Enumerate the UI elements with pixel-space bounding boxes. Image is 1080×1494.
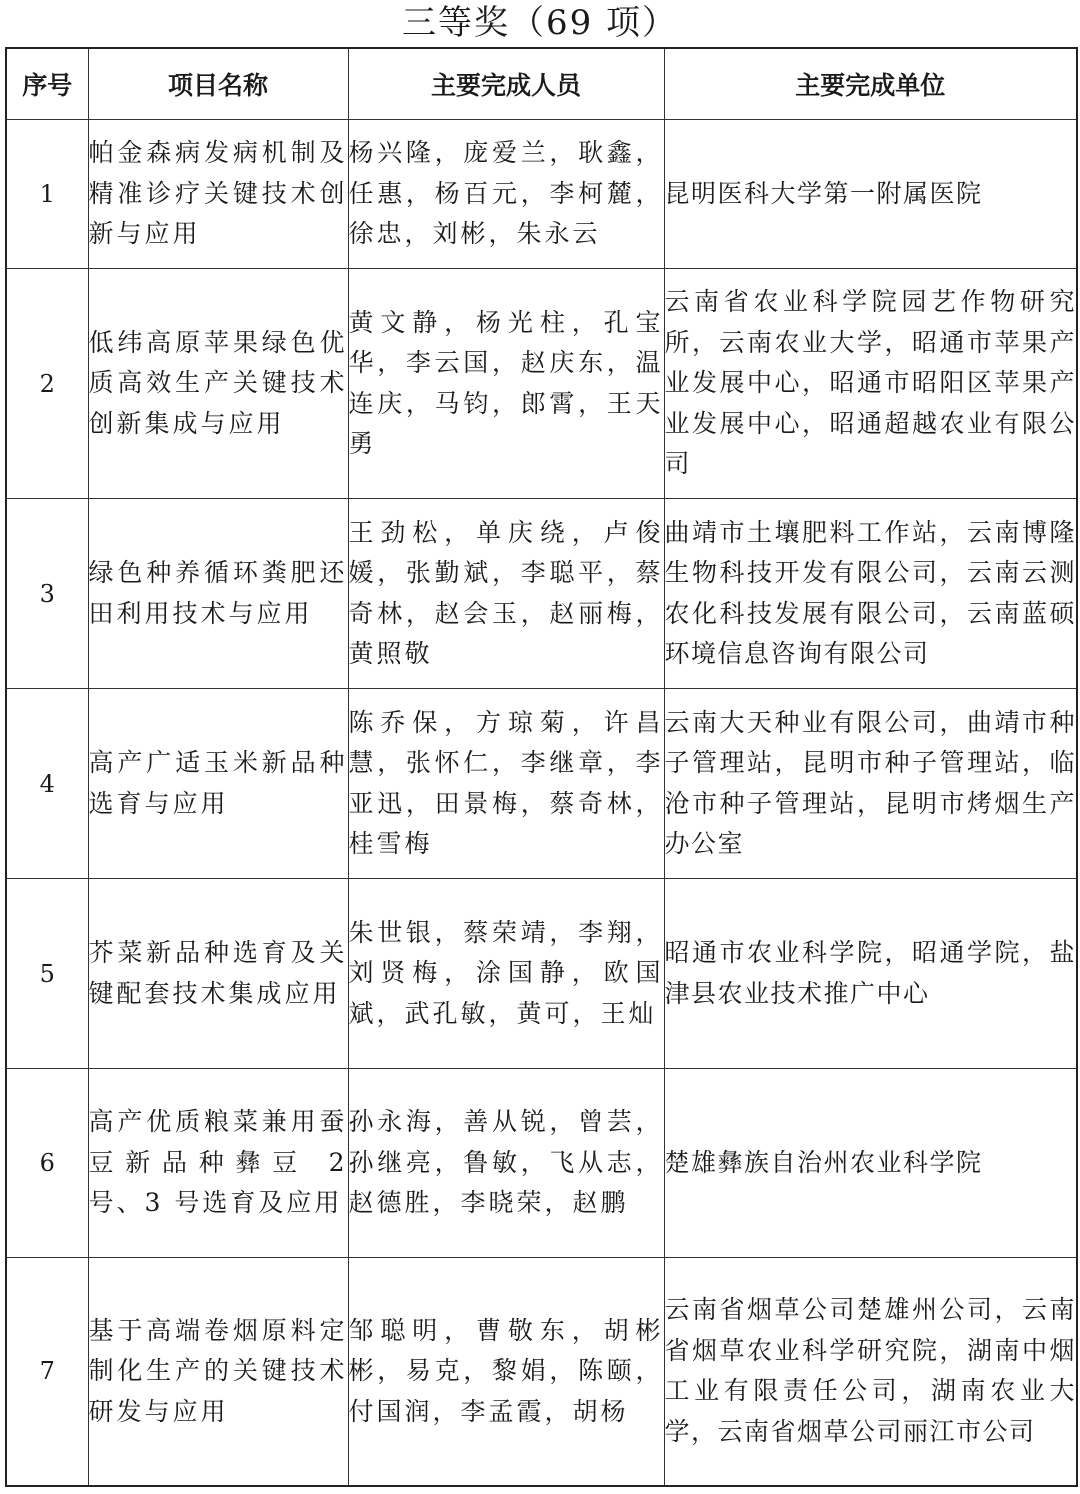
main-people: 王劲松，单庆绕，卢俊媛，张勤斌，李聪平，蔡奇林，赵会玉，赵丽梅，黄照敬 xyxy=(348,499,664,689)
main-people: 孙永海，善从锐，曾芸，孙继亮，鲁敏，飞从志，赵德胜，李晓荣，赵鹏 xyxy=(348,1069,664,1258)
row-no: 5 xyxy=(6,879,88,1069)
row-no: 4 xyxy=(6,689,88,879)
table-row xyxy=(6,1258,1077,1486)
project-name: 高产广适玉米新品种选育与应用 xyxy=(88,689,348,879)
main-unit: 云南大天种业有限公司，曲靖市种子管理站，昆明市种子管理站，临沧市种子管理站，昆明市烤烟生产办公室 xyxy=(664,689,1077,879)
project-name: 帕金森病发病机制及精准诊疗关键技术创新与应用 xyxy=(88,120,348,269)
main-unit: 曲靖市土壤肥料工作站，云南博隆生物科技开发有限公司，云南云测农化科技发展有限公司，云南蓝硕环境信息咨询有限公司 xyxy=(664,499,1077,689)
row-no: 7 xyxy=(6,1258,88,1486)
row-no: 3 xyxy=(6,499,88,689)
main-people: 杨兴隆，庞爱兰，耿鑫，任惠，杨百元，李柯麓，徐忠，刘彬，朱永云 xyxy=(348,120,664,269)
main-people: 陈乔保，方琼菊，许昌慧，张怀仁，李继章，李亚迅，田景梅，蔡奇林，桂雪梅 xyxy=(348,689,664,879)
page-title: 三等奖（69 项） xyxy=(401,3,679,43)
table-row xyxy=(6,269,1077,499)
header-project-name: 项目名称 xyxy=(88,48,348,120)
project-name: 高产优质粮菜兼用蚕豆新品种彝豆 2 号、3 号选育及应用 xyxy=(88,1069,348,1258)
awards-table xyxy=(5,47,1078,1487)
project-name: 低纬高原苹果绿色优质高效生产关键技术创新集成与应用 xyxy=(88,269,348,499)
row-no: 2 xyxy=(6,269,88,499)
row-no: 6 xyxy=(6,1069,88,1258)
main-unit: 昭通市农业科学院，昭通学院，盐津县农业技术推广中心 xyxy=(664,879,1077,1069)
main-unit: 昆明医科大学第一附属医院 xyxy=(664,120,1077,269)
main-people: 朱世银，蔡荣靖，李翔，刘贤梅，涂国静，欧国斌，武孔敏，黄可，王灿 xyxy=(348,879,664,1069)
main-people: 黄文静，杨光柱，孔宝华，李云国，赵庆东，温连庆，马钧，郎霄，王天勇 xyxy=(348,269,664,499)
table-row xyxy=(6,689,1077,879)
header-main-people: 主要完成人员 xyxy=(348,48,664,120)
row-no: 1 xyxy=(6,120,88,269)
table-row xyxy=(6,120,1077,269)
main-unit: 云南省农业科学院园艺作物研究所，云南农业大学，昭通市苹果产业发展中心，昭通市昭阳区苹果产业发展中心，昭通超越农业有限公司 xyxy=(664,269,1077,499)
table-row xyxy=(6,499,1077,689)
header-main-unit: 主要完成单位 xyxy=(664,48,1077,120)
header-no: 序号 xyxy=(6,48,88,120)
table-row xyxy=(6,1069,1077,1258)
project-name: 绿色种养循环粪肥还田利用技术与应用 xyxy=(88,499,348,689)
main-unit: 楚雄彝族自治州农业科学院 xyxy=(664,1069,1077,1258)
project-name: 芥菜新品种选育及关键配套技术集成应用 xyxy=(88,879,348,1069)
project-name: 基于高端卷烟原料定制化生产的关键技术研发与应用 xyxy=(88,1258,348,1486)
main-unit: 云南省烟草公司楚雄州公司，云南省烟草农业科学研究院，湖南中烟工业有限责任公司，湖南农业大学，云南省烟草公司丽江市公司 xyxy=(664,1258,1077,1486)
table-row xyxy=(6,879,1077,1069)
main-people: 邹聪明，曹敬东，胡彬彬，易克，黎娟，陈颐，付国润，李孟霞，胡杨 xyxy=(348,1258,664,1486)
header-row xyxy=(6,48,1077,120)
